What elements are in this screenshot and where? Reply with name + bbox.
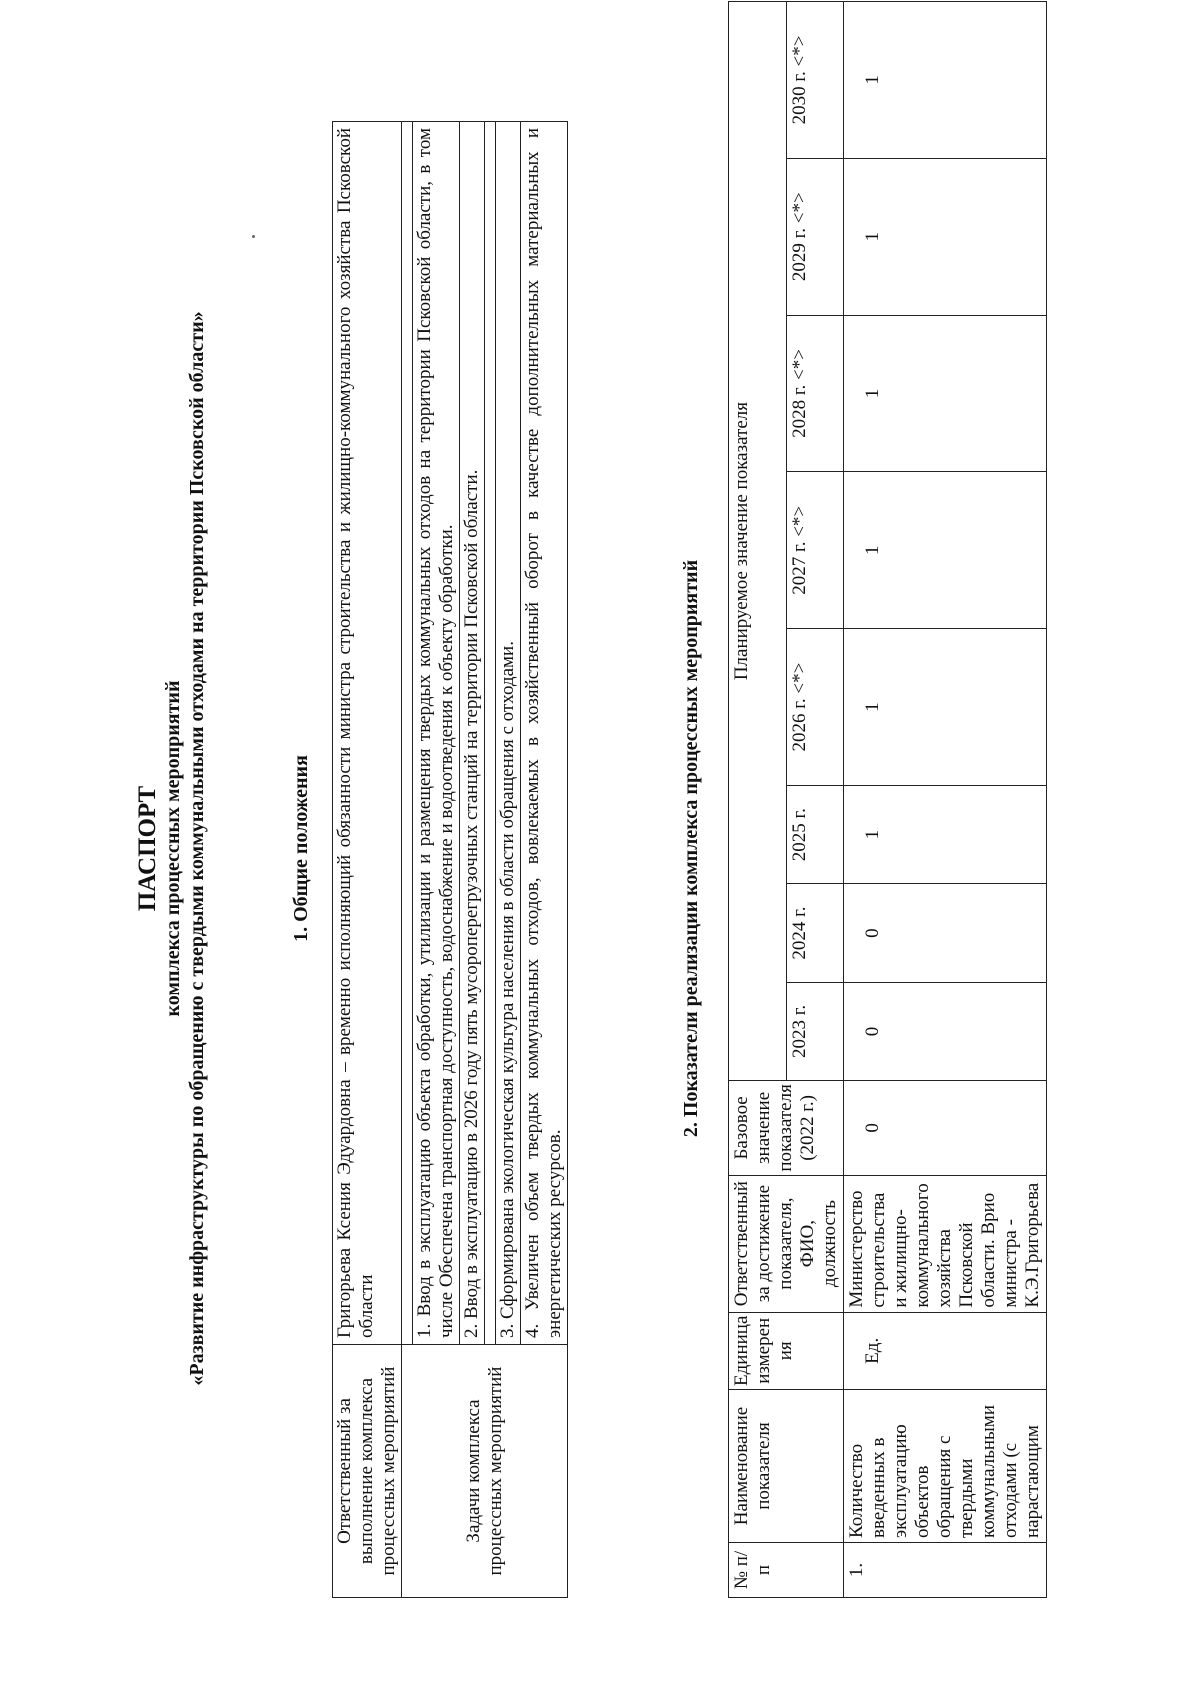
document-subtitle: комплекса процессных мероприятий [162,680,184,1017]
year-header: 2030 г. <*> [786,2,844,159]
row-value: 1 [844,629,1047,786]
section-2-heading: 2. Показатели реализации комплекса процессных мероприятий [680,559,702,1138]
row-value: 0 [844,884,1047,982]
task-item: 4. Увеличен объем твердых коммунальных отходов, вовлекаемых в хозяйственный оборот в качестве дополнительных материальных и энергетических ресурсов. [521,122,568,1345]
year-header: 2029 г. <*> [786,158,844,315]
responsible-label: Ответственный за выполнение комплекса процессных мероприятий [333,1345,402,1598]
table-header-row [729,2,787,1598]
document-name: «Развитие инфраструктуры по обращению с твердыми коммунальными отходами на территории Псковской области» [186,311,208,1386]
row-responsible: Министерство строительства и жилищно-коммунального хозяйства Псковской области. Врио министра - К.Э.Григорьева [844,1175,1047,1312]
table-row [333,122,402,1598]
year-header: 2024 г. [786,884,844,982]
responsible-value: Григорьева Ксения Эдуардовна – временно исполняющий обязанности министра строительства и жилищно-коммунального хозяйства Псковской области [333,122,402,1345]
year-header: 2026 г. <*> [786,629,844,786]
document-heading [135,0,210,1697]
col-header-unit: Единица измерен ия [729,1312,844,1389]
row-base: 0 [844,1081,1047,1175]
col-header-name: Наименование показателя [729,1390,844,1543]
task-item: 1. Ввод в эксплуатацию объекта обработки, утилизации и размещения твердых коммунальных отходов на территории Псковской области, в том числе Обеспечена транспортная доступность, водоснабжение и водоотведения к объекту обработки. [413,122,460,1345]
row-name: Количество введенных в эксплуатацию объектов обращения с твердыми коммунальными отходами (с нарастающим [844,1390,1047,1543]
year-header: 2028 г. <*> [786,315,844,472]
spacer-cell [402,122,413,1345]
task-item: 2. Ввод в эксплуатацию в 2026 году пять мусороперегрузочных станций на территории Псковской области. [460,122,485,1345]
spacer-cell [485,122,496,1345]
document-title: ПАСПОРТ [134,785,161,912]
tasks-label: Задачи комплекса процессных мероприятий [402,1345,568,1598]
row-num: 1. [844,1543,1047,1598]
task-item: 3. Сформирована экологическая культура населения в области обращения с отходами. [496,122,521,1345]
table-row [402,122,413,1598]
row-value: 1 [844,785,1047,883]
indicators-table [728,1,1047,1598]
row-value: 1 [844,2,1047,159]
col-header-responsible: Ответственный за достижение показателя, ФИО, должность [729,1175,844,1312]
col-header-planned: Планируемое значение показателя [729,2,787,1081]
general-provisions-table [332,121,568,1598]
scan-dot [252,235,255,238]
section-1-heading: 1. Общие положения [290,755,312,942]
col-header-num: № п/п [729,1543,844,1598]
table-row [844,2,1047,1598]
row-value: 0 [844,982,1047,1080]
year-header: 2027 г. <*> [786,472,844,629]
col-header-base: Базовое значение показателя (2022 г.) [729,1081,844,1175]
row-unit: Ед. [844,1312,1047,1389]
row-value: 1 [844,472,1047,629]
row-value: 1 [844,158,1047,315]
row-value: 1 [844,315,1047,472]
year-header: 2025 г. [786,785,844,883]
year-header: 2023 г. [786,982,844,1080]
